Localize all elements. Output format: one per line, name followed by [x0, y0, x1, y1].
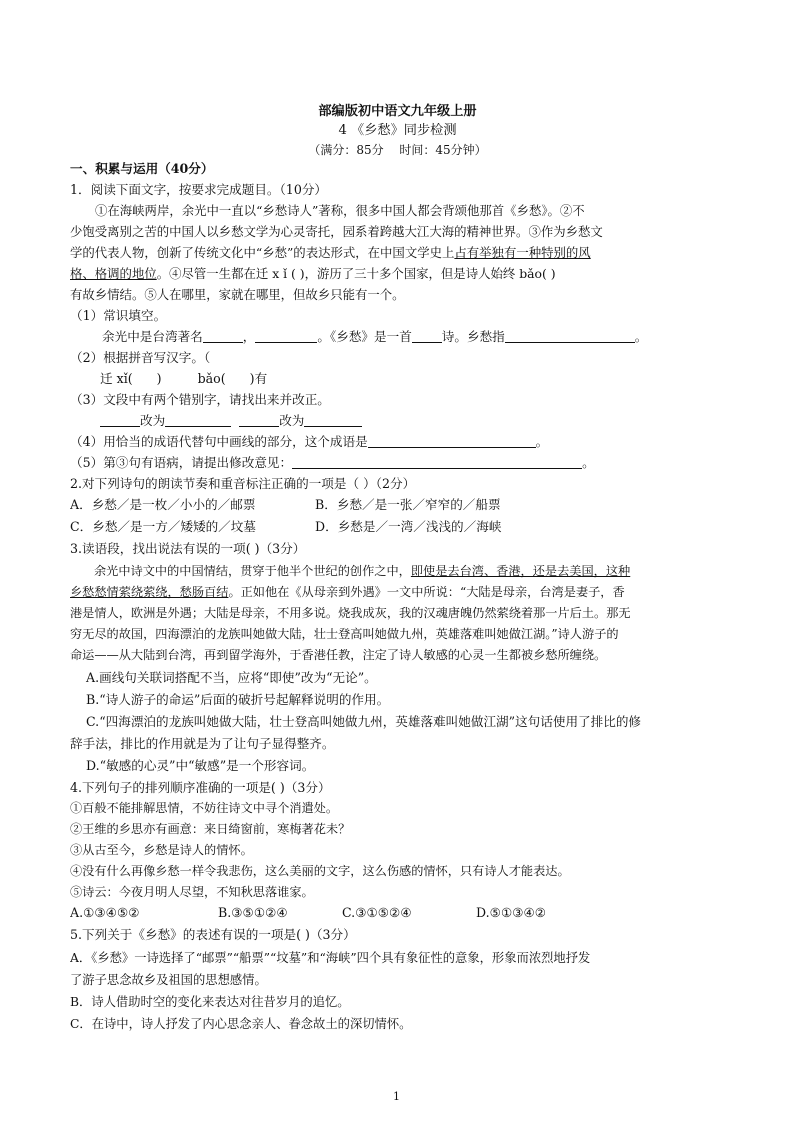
q1-sub2: （2）根据拼音写汉字。（ — [70, 350, 211, 365]
q1-sub3: （3）文段中有两个错别字，请找出来并改正。 — [70, 392, 330, 407]
answer-blank[interactable] — [412, 328, 442, 343]
q3-passage-line: 乡愁愁情萦绕萦绕，愁肠百结。正如他在《从母亲到外遇》一文中所说：“大陆是母亲，台湾是妻子，香 — [70, 585, 625, 599]
option-a[interactable]: A.①③④⑤② — [70, 905, 140, 920]
option-d[interactable]: D．乡愁是／一湾／浅浅的／海峡 — [315, 519, 502, 534]
q1-passage-line: 有故乡情结。⑤人在哪里，家就在哪里，但故乡只能有一个。 — [70, 287, 405, 302]
q1-passage-line: 格、格调的地位。④尽管一生都在迁 x ǐ ( )，游历了三十多个国家，但是诗人始终 bǎo( ) — [70, 266, 556, 281]
q4-sentence: ③从古至今，乡愁是诗人的情怀。 — [70, 843, 253, 857]
option-b[interactable]: B.③⑤①②④ — [218, 905, 288, 920]
q1-sub4: （4）用恰当的成语代替句中画线的部分，这个成语是 。 — [70, 434, 549, 449]
answer-blank[interactable] — [239, 412, 279, 427]
q5-stem: 5.下列关于《乡愁》的表述有误的一项是( )（3分） — [70, 927, 356, 942]
q1-sub1-blanks: 余光中是台湾著名 ， 。《乡愁》是一首 诗。乡愁指 。 — [102, 329, 648, 344]
q3-passage-line: 穷无尽的故国，四海漂泊的龙族叫她做大陆，壮士登高叫她做九州，英雄落难叫她做江湖。”诗人游子的 — [70, 627, 619, 641]
q1-sub5: （5）第③句有语病，请提出修改意见： 。 — [70, 455, 595, 470]
q1-passage-line: 学的代表人物，创新了传统文化中“乡愁”的表达形式，在中国文学史上占有举独有一种特别的风 — [70, 245, 591, 260]
q3-stem: 3.读语段，找出说法有误的一项( )（3分） — [70, 541, 306, 556]
q4-stem: 4.下列句子的排列顺序准确的一项是( )（3分） — [70, 780, 331, 795]
q2-options-row — [70, 495, 725, 515]
q1-passage-line: 少饱受离别之苦的中国人以乡愁文学为心灵寄托，园系着跨越大江大海的精神世界。③作为乡愁文 — [70, 224, 603, 239]
underlined-phrase: 格、格调的地位 — [70, 266, 157, 281]
option-c[interactable]: C.③①⑤②④ — [342, 905, 412, 920]
q1-stem: 1．阅读下面文字，按要求完成题目。（10分） — [70, 182, 328, 197]
q5-option-c[interactable]: C．在诗中，诗人抒发了内心思念亲人、眷念故土的深切情怀。 — [70, 1017, 412, 1031]
q1-sub2-pinyin: 迁 xǐ( ) bǎo( )有 — [100, 371, 268, 386]
underlined-sentence: 即使是去台湾、香港，还是去美国，这种 — [410, 564, 631, 578]
q3-passage-line: 余光中诗文中的中国情结，贯穿于他半个世纪的创作之中，即使是去台湾、香港，还是去美国，这种 — [94, 564, 631, 578]
answer-blank[interactable] — [203, 328, 243, 343]
q3-passage-line: 港是情人，欧洲是外遇；大陆是母亲，不用多说。烧我成灰，我的汉魂唐魄仍然萦绕着那一片后土。那无 — [70, 606, 631, 620]
answer-blank[interactable] — [165, 412, 231, 427]
document-title: 部编版初中语文九年级上册 — [318, 104, 477, 119]
q5-option-a[interactable]: A．《乡愁》一诗选择了“邮票”“船票”“坟墓”和“海峡”四个具有象征性的意象，形象而浓烈地抒发 — [70, 951, 591, 965]
answer-blank[interactable] — [100, 412, 140, 427]
section-title: 一、积累与运用（40分） — [70, 161, 214, 176]
q1-passage-line: ①在海峡两岸，余光中一直以“乡愁诗人”著称，很多中国人都会背颂他那首《乡愁》。②不 — [95, 203, 585, 218]
q3-option-c-cont: 辞手法，排比的作用就是为了让句子显得整齐。 — [70, 736, 335, 751]
document-subtitle: 4 《乡愁》同步检测 — [338, 123, 457, 138]
page-number: 1 — [393, 1090, 400, 1103]
q1-sub1: （1）常识填空。 — [70, 308, 167, 323]
answer-blank[interactable] — [304, 412, 362, 427]
q4-options-row — [70, 903, 725, 923]
q3-passage-line: 命运——从大陆到台湾，再到留学海外，于香港任教，注定了诗人敏感的心灵一生都被乡愁所缠绕。 — [70, 648, 607, 662]
exam-meta: （满分：85分 时间：45分钟） — [308, 143, 487, 157]
q4-sentence: ①百般不能排解思情，不妨往诗文中寻个消遣处。 — [70, 801, 339, 815]
option-b[interactable]: B．乡愁／是一张／窄窄的／船票 — [315, 497, 501, 512]
option-c[interactable]: C．乡愁／是一方／矮矮的／坟墓 — [70, 519, 256, 534]
q3-option-a[interactable]: A.画线句关联词搭配不当，应将“即使”改为“无论”。 — [86, 670, 377, 685]
q5-option-b[interactable]: B．诗人借助时空的变化来表达对往昔岁月的追忆。 — [70, 995, 350, 1009]
q4-sentence: ④没有什么再像乡愁一样令我悲伤，这么美丽的文字，这么伤感的情怀，只有诗人才能表达。 — [70, 864, 570, 878]
q1-sub3-blanks: 改为 改为 — [70, 411, 725, 431]
q4-sentence: ②王维的乡思亦有画意：来日绮窗前，寒梅著花未？ — [70, 822, 351, 836]
q3-option-d[interactable]: D.“敏感的心灵”中“敏感”是一个形容词。 — [86, 758, 315, 773]
q2-options-row — [70, 517, 725, 537]
answer-blank[interactable] — [292, 454, 582, 469]
option-a[interactable]: A．乡愁／是一枚／小小的／邮票 — [70, 497, 256, 512]
underlined-sentence: 乡愁愁情萦绕萦绕，愁肠百结 — [70, 585, 229, 599]
option-d[interactable]: D.⑤①③④② — [476, 905, 547, 920]
q2-stem: 2.对下列诗句的朗读节奏和重音标注正确的一项是（ ）（2分） — [70, 476, 416, 491]
q5-option-a-cont: 了游子思念故乡及祖国的思想感情。 — [70, 973, 267, 987]
answer-blank[interactable] — [505, 328, 635, 343]
underlined-phrase: 占有举独有一种特别的风 — [454, 245, 591, 260]
q3-option-b[interactable]: B.“诗人游子的命运”后面的破折号起解释说明的作用。 — [86, 692, 390, 707]
q3-option-c[interactable]: C.“四海漂泊的龙族叫她做大陆，壮士登高叫她做九州，英雄落难叫她做江湖”这句话使用了排比的修 — [86, 714, 642, 729]
q4-sentence: ⑤诗云：今夜月明人尽望，不知秋思落谁家。 — [70, 885, 314, 899]
answer-blank[interactable] — [255, 328, 317, 343]
answer-blank[interactable] — [368, 433, 536, 448]
